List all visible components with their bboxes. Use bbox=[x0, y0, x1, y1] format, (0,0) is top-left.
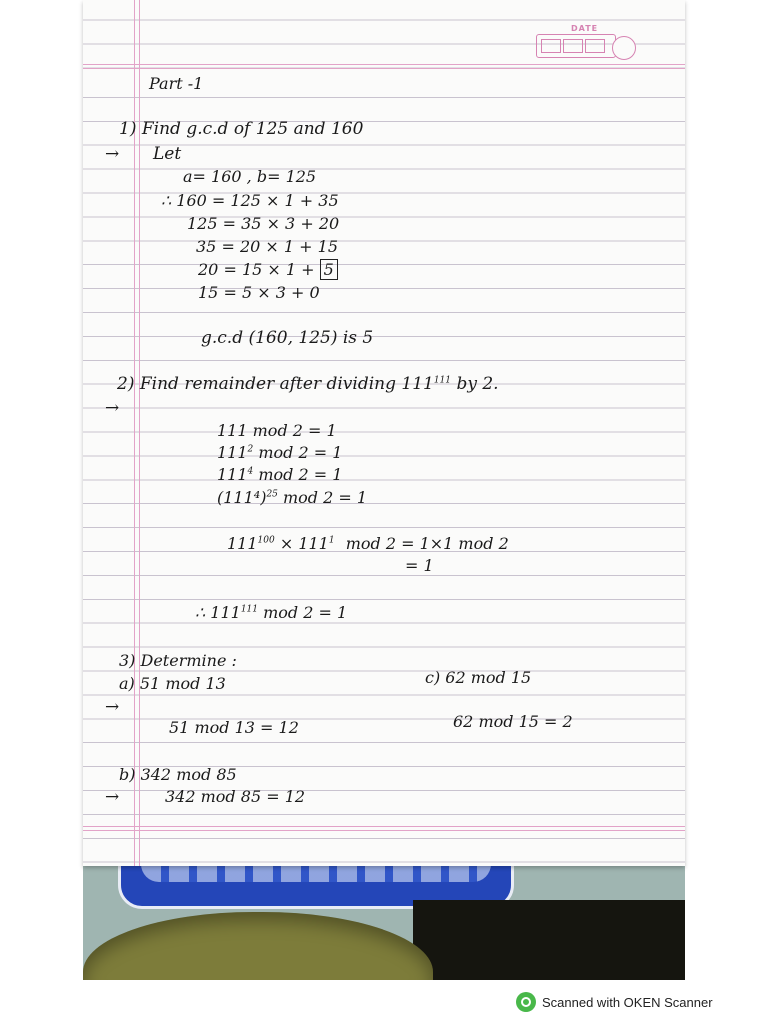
q3-b-answer: 342 mod 85 = 12 bbox=[165, 787, 306, 806]
photo-background bbox=[83, 850, 685, 980]
q2-line: 111 mod 2 = 1 bbox=[217, 421, 337, 440]
q2-combo: $111^{100} \times 111^1$ mod 2 = 1×1 mod 2 bbox=[227, 534, 509, 553]
top-rule bbox=[83, 64, 685, 65]
scanner-text: Scanned with OKEN Scanner bbox=[542, 994, 713, 1010]
q1-arrow: → bbox=[105, 144, 120, 164]
q2-line: $(111^4)^{25}$ mod 2 = 1 bbox=[217, 488, 368, 507]
part-title: Part -1 bbox=[149, 74, 204, 93]
q3-title: 3) Determine : bbox=[119, 651, 237, 670]
q2-line: $111^2$ mod 2 = 1 bbox=[217, 443, 343, 462]
q3-c-label: c) 62 mod 15 bbox=[425, 668, 532, 687]
q1-step: ∴ 160 = 125 × 1 + 35 bbox=[161, 191, 339, 210]
q3-b-label: b) 342 mod 85 bbox=[119, 765, 237, 784]
q2-exponent: 111 bbox=[433, 375, 452, 386]
q1-step: 35 = 20 × 1 + 15 bbox=[196, 237, 338, 256]
q1-step: 15 = 5 × 3 + 0 bbox=[198, 283, 320, 302]
boxed-remainder: 5 bbox=[320, 259, 338, 280]
q3-c-answer: 62 mod 15 = 2 bbox=[453, 712, 573, 731]
q3-b-arrow: → bbox=[105, 787, 120, 807]
notebook-page bbox=[83, 0, 685, 866]
q1-result: g.c.d (160, 125) is 5 bbox=[201, 328, 374, 348]
q2-combo-result: = 1 bbox=[405, 556, 434, 575]
q2-final: ∴ $111^{111}$ mod 2 = 1 bbox=[195, 603, 348, 622]
q2-title-suffix: by 2. bbox=[456, 374, 499, 394]
date-circle bbox=[612, 36, 636, 60]
q1-step-text: 20 = 15 × 1 + bbox=[198, 260, 315, 279]
scanner-logo-icon bbox=[516, 992, 536, 1012]
q1-assign: a= 160 , b= 125 bbox=[183, 167, 317, 186]
q2-title bbox=[117, 374, 499, 394]
date-cells bbox=[536, 34, 616, 58]
q2-base: 111 bbox=[401, 374, 434, 394]
bottom-rule bbox=[83, 830, 685, 831]
q2-line: $111^4$ mod 2 = 1 bbox=[217, 465, 343, 484]
date-stamp bbox=[536, 24, 636, 60]
olive-fabric bbox=[83, 912, 433, 980]
bottom-rule bbox=[83, 826, 685, 827]
q2-title-prefix: 2) Find remainder after dividing bbox=[117, 374, 396, 394]
q3-a-answer: 51 mod 13 = 12 bbox=[169, 718, 299, 737]
q1-let: Let bbox=[153, 144, 182, 164]
date-label: DATE bbox=[571, 24, 599, 33]
q3-a-label: a) 51 mod 13 bbox=[119, 674, 226, 693]
scanner-watermark bbox=[516, 990, 713, 1014]
q1-step: 125 = 35 × 3 + 20 bbox=[187, 214, 340, 233]
q2-arrow: → bbox=[105, 398, 120, 418]
q1-step bbox=[198, 260, 338, 279]
top-rule bbox=[83, 68, 685, 69]
dark-surface bbox=[413, 900, 685, 980]
q3-a-arrow: → bbox=[105, 697, 120, 717]
q1-title: 1) Find g.c.d of 125 and 160 bbox=[119, 119, 364, 139]
